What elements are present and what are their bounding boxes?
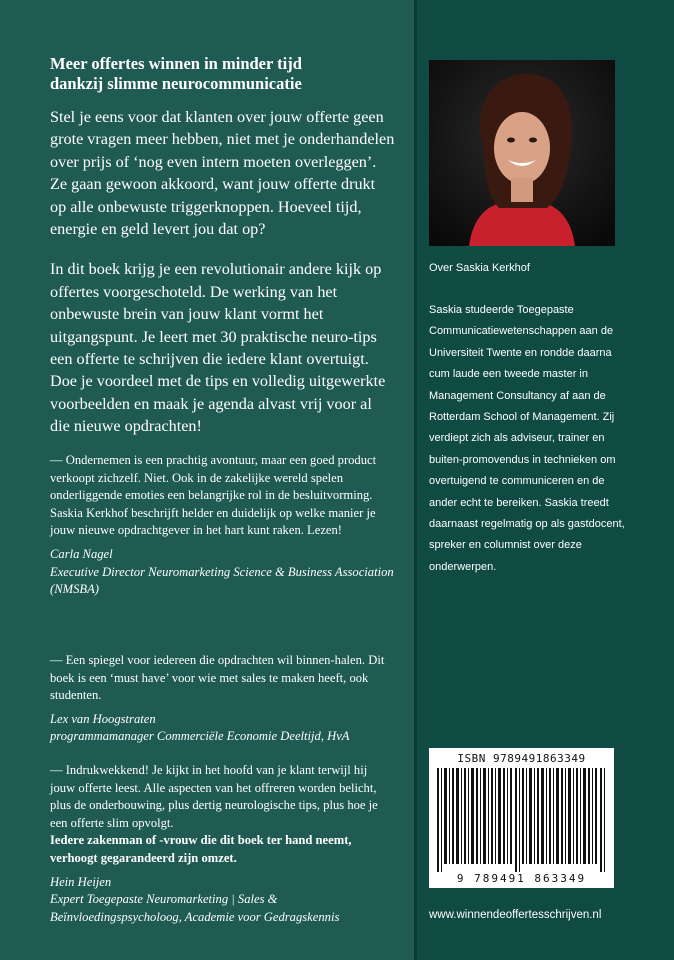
about-author-title: Over Saskia Kerkhof	[429, 262, 530, 274]
quote-author-role: Executive Director Neuromarketing Science & Business Association (NMSBA)	[50, 564, 394, 597]
headline	[50, 54, 390, 94]
isbn-digits: 9 789491 863349	[456, 872, 587, 885]
quote-author: Hein Heijen	[50, 874, 112, 889]
quote-emphasis: Iedere zakenman of -vrouw die dit boek ter hand neemt, verhoogt gegarandeerd zijn omzet.	[50, 833, 352, 865]
quote-block-1	[50, 452, 395, 599]
headline-line-2: dankzij slimme neurocommunicatie	[50, 74, 302, 93]
quote-author-role: programmamanager Commerciële Economie Deeltijd, HvA	[50, 729, 350, 744]
website-url: www.winnendeoffertesschrijven.nl	[429, 909, 602, 921]
about-author-body: Saskia studeerde Toegepaste Communicatiewetenschappen aan de Universiteit Twente en rondde daarna cum laude een tweede master in Management Consultancy af aan de Rotterdam School of Management. Zij verdiept zich als adviseur, trainer en buiten-promovendus in technieken om overtuigend te communiceren en de ander echt te bereiken. Saskia treedt daarnaast regelmatig op als gastdocent, spreker en columnist over deze onderwerpen.	[429, 304, 625, 573]
quote-author-role: Expert Toegepaste Neuromarketing | Sales & Beïnvloedingspsycholoog, Academie voor Gedragskennis	[50, 892, 340, 924]
quote-text: — Een spiegel voor iedereen die opdrachten wil binnen-halen. Dit boek is een ‘must have’ voor wie met sales te maken heeft, ook studenten.	[50, 653, 385, 703]
headline-line-1: Meer offertes winnen in minder tijd	[50, 54, 302, 73]
barcode-bars	[435, 768, 608, 872]
quote-block-2	[50, 652, 395, 746]
isbn-label: ISBN 9789491863349	[457, 752, 586, 765]
isbn-barcode	[429, 748, 614, 888]
author-photo	[429, 60, 615, 246]
quote-author: Lex van Hoogstraten	[50, 711, 156, 726]
quote-text: — Ondernemen is een prachtig avontuur, maar een goed product verkoopt zichzelf. Niet. Ook in de zakelijke wereld spelen onderliggende emoties een belangrijke rol in de besluitvorming. Saskia Kerkhof beschrijft helder en duidelijk op welke manier je jouw nieuwe opdrachtgever in het hart kunt raken. Lezen!	[50, 453, 377, 538]
quote-text: — Indrukwekkend! Je kijkt in het hoofd van je klant terwijl hij jouw offerte leest. Alle aspecten van het offreren worden belicht, plus de onderbouwing, plus dertig neurologische tips, plus hoe je een offerte slim opvolgt.	[50, 763, 378, 830]
intro-text	[50, 106, 395, 456]
quote-block-3	[50, 762, 395, 926]
quote-author: Carla Nagel	[50, 546, 113, 561]
intro-paragraph-1: Stel je eens voor dat klanten over jouw offerte geen grote vragen meer hebben, niet met je onderhandelen over prijs of ‘nog even intern moeten overleggen’. Ze gaan gewoon akkoord, want jouw offerte drukt op alle onbewuste triggerknoppen. Hoeveel tijd, energie en geld levert jou dat op?	[50, 108, 395, 239]
intro-paragraph-2: In dit boek krijg je een revolutionair andere kijk op offertes voorgeschoteld. De werking van het onbewuste brein van jouw klant vormt het uitgangspunt. Je leert met 30 praktische neuro-tips een offerte te schrijven die iedere klant overtuigt. Doe je voordeel met de tips en volledig uitgewerkte voorbeelden en maak je agenda alvast vrij voor al die nieuwe opdrachten!	[50, 260, 386, 436]
